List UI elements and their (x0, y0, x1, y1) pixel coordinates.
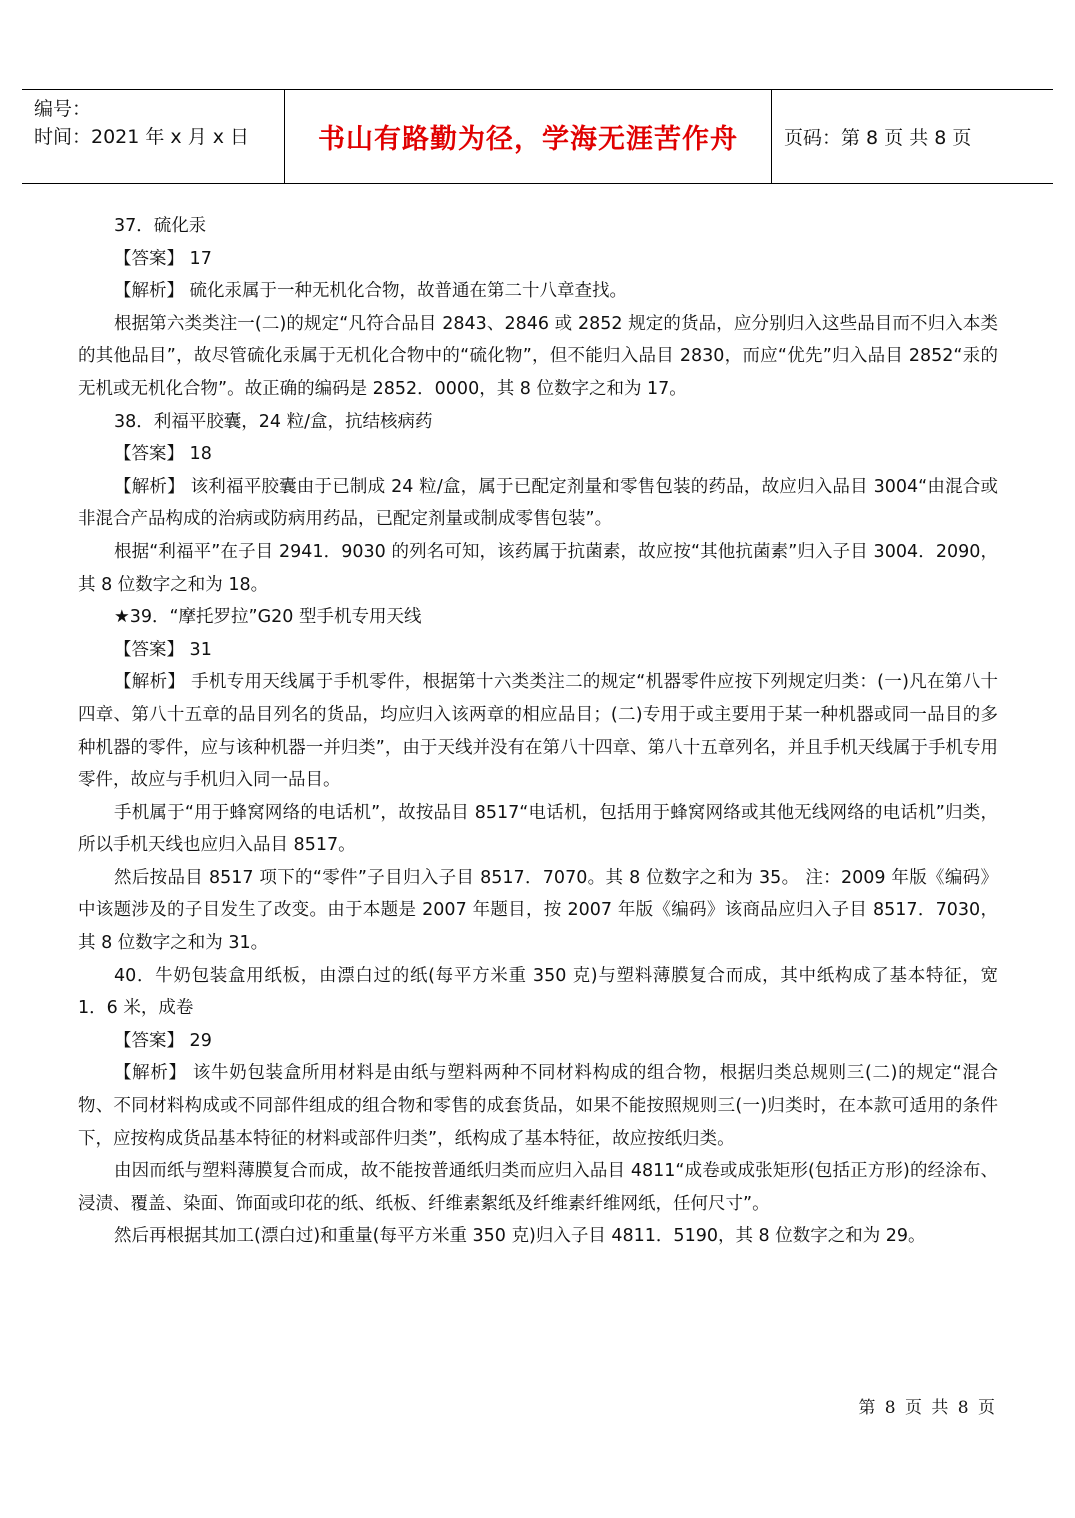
paragraph: 【解析】 硫化汞属于一种无机化合物，故普通在第二十八章查找。 (114, 281, 628, 302)
paragraph: 【解析】 手机专用天线属于手机零件，根据第十六类类注二的规定“机器零件应按下列规定归类：(一)凡在第八十四章、第八十五章的品目列名的货品，均应归入该两章的相应品目；(二)专用于或主要用于某一种机器或同一品目的多种机器的零件，应与该种机器一并归类”，由于天线并没有在第八十四章、第八十五章列名，并且手机天线属于手机专用零件，故应与手机归入同一品目。 (78, 672, 998, 791)
header-page-cell (772, 90, 1053, 183)
paragraph: 【答案】 31 (114, 639, 212, 660)
header-motto: 书山有路勤为径，学海无涯苦作舟 (318, 124, 738, 155)
paragraph: 【解析】 该牛奶包装盒所用材料是由纸与塑料两种不同材料构成的组合物，根据归类总规则三(二)的规定“混合物、不同材料构成或不同部件组成的组合物和零售的成套货品，如果不能按照规则三(一)归类时，在本款可适用的条件下，应按构成货品基本特征的材料或部件归类”，纸构成了基本特征，故应按纸归类。 (78, 1063, 998, 1149)
document-number-label: 编号： (34, 98, 92, 120)
paragraph: ★39．“摩托罗拉”G20 型手机专用天线 (114, 607, 422, 628)
paragraph: 【答案】 17 (114, 248, 212, 269)
page-footer: 第 8 页 共 8 页 (858, 1398, 997, 1418)
paragraph: 【答案】 29 (114, 1030, 212, 1051)
header-motto-cell (285, 90, 772, 183)
paragraph: 37．硫化汞 (114, 216, 207, 236)
paragraph: 38．利福平胶囊，24 粒/盒，抗结核病药 (114, 411, 433, 432)
paragraph: 40．牛奶包装盒用纸板，由漂白过的纸(每平方米重 350 克)与塑料薄膜复合而成，其中纸构成了基本特征，宽 1．6 米，成卷 (78, 965, 998, 1019)
paragraph: 然后再根据其加工(漂白过)和重量(每平方米重 350 克)归入子目 4811．5190，其 8 位数字之和为 29。 (114, 1226, 926, 1247)
page-header (22, 89, 1053, 184)
paragraph: 【答案】 18 (114, 444, 212, 465)
paragraph: 【解析】 该利福平胶囊由于已制成 24 粒/盒，属于已配定剂量和零售包装的药品，故应归入品目 3004“由混合或非混合产品构成的治病或防病用药品，已配定剂量或制成零售包装”。 (78, 476, 998, 530)
paragraph: 根据“利福平”在子目 2941．9030 的列名可知，该药属于抗菌素，故应按“其他抗菌素”归入子目 3004．2090，其 8 位数字之和为 18。 (78, 541, 998, 595)
document-body (78, 210, 998, 1253)
paragraph: 手机属于“用于蜂窝网络的电话机”，故按品目 8517“电话机，包括用于蜂窝网络或其他无线网络的电话机”归类，所以手机天线也应归入品目 8517。 (78, 802, 998, 856)
header-page-info: 页码：第 8 页 共 8 页 (784, 127, 972, 149)
document-time-label: 时间：2021 年 x 月 x 日 (34, 126, 250, 148)
paragraph: 由因而纸与塑料薄膜复合而成，故不能按普通纸归类而应归入品目 4811“成卷或成张矩形(包括正方形)的经涂布、浸渍、覆盖、染面、饰面或印花的纸、纸板、纤维素絮纸及纤维素纤维网纸，任何尺寸”。 (78, 1161, 998, 1214)
paragraph: 根据第六类类注一(二)的规定“凡符合品目 2843、2846 或 2852 规定的货品，应分别归入这些品目而不归入本类的其他品目”，故尽管硫化汞属于无机化合物中的“硫化物”，但不能归入品目 2830，而应“优先”归入品目 2852“汞的无机或无机化合物”。故正确的编码是 2852．0000，其 8 位数字之和为 17。 (78, 313, 998, 399)
header-meta-cell (22, 90, 285, 183)
paragraph: 然后按品目 8517 项下的“零件”子目归入子目 8517．7070。其 8 位数字之和为 35。 注：2009 年版《编码》中该题涉及的子目发生了改变。由于本题是 2007 年题目，按 2007 年版《编码》该商品应归入子目 8517．7030，其 8 位数字之和为 31。 (78, 867, 998, 954)
